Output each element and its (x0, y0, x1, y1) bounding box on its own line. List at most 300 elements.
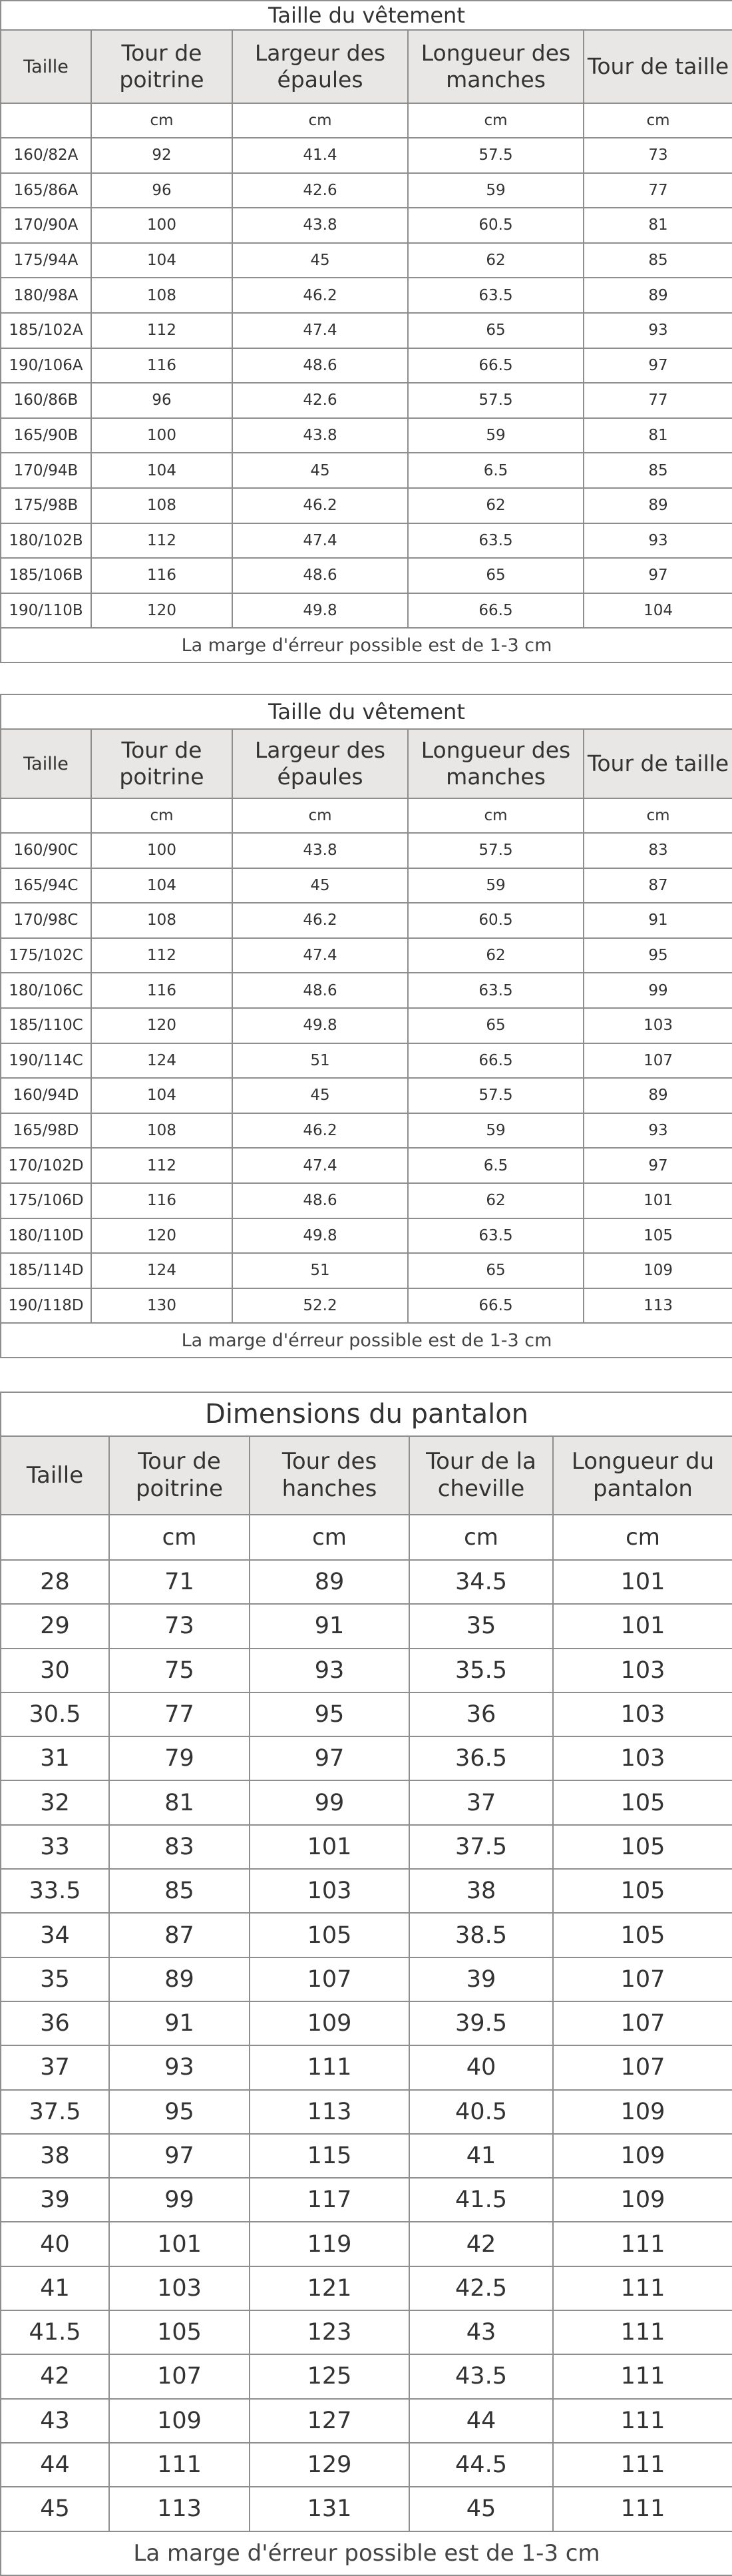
measure-cell: 43.8 (232, 208, 408, 243)
measure-cell: 117 (250, 2178, 409, 2222)
size-cell: 165/86A (1, 173, 91, 208)
measure-cell: 81 (584, 208, 732, 243)
measure-cell: 59 (408, 1113, 584, 1149)
measure-cell: 93 (250, 1649, 409, 1692)
measure-cell: 66.5 (408, 348, 584, 384)
measure-cell: 116 (91, 1183, 232, 1218)
measure-cell: 45 (232, 243, 408, 278)
header-hips: Tour des hanches (250, 1436, 409, 1515)
size-cell: 43 (1, 2399, 109, 2443)
measure-cell: 57.5 (408, 138, 584, 173)
size-cell: 165/94C (1, 868, 91, 903)
measure-cell: 112 (91, 523, 232, 559)
table-row (1, 1825, 732, 1869)
measure-cell: 83 (109, 1825, 250, 1869)
measure-cell: 77 (109, 1692, 250, 1736)
measure-cell: 108 (91, 488, 232, 523)
table-row (1, 1218, 732, 1254)
size-cell: 42 (1, 2354, 109, 2398)
measure-cell: 101 (553, 1560, 732, 1604)
measure-cell: 47.4 (232, 313, 408, 348)
measure-cell: 65 (408, 1253, 584, 1288)
unit-cell (1, 798, 91, 833)
measure-cell: 103 (553, 1692, 732, 1736)
measure-cell: 77 (584, 173, 732, 208)
measure-cell: 37 (409, 1780, 553, 1824)
measure-cell: 105 (250, 1913, 409, 1957)
measure-cell: 97 (584, 348, 732, 384)
measure-cell: 100 (91, 833, 232, 868)
table-row (1, 208, 732, 243)
measure-cell: 47.4 (232, 938, 408, 973)
measure-cell: 48.6 (232, 558, 408, 593)
header-sleeve: Longueur des manches (408, 30, 584, 103)
table-row (1, 903, 732, 938)
measure-cell: 111 (553, 2443, 732, 2487)
measure-cell: 42.6 (232, 383, 408, 418)
size-cell: 180/106C (1, 973, 91, 1008)
measure-cell: 44 (409, 2399, 553, 2443)
measure-cell: 105 (553, 1825, 732, 1869)
header-waist: Tour de taille (584, 729, 732, 798)
measure-cell: 104 (91, 453, 232, 488)
table-row (1, 523, 732, 559)
size-cell: 31 (1, 1736, 109, 1780)
measure-cell: 103 (584, 1008, 732, 1043)
measure-cell: 59 (408, 418, 584, 453)
measure-cell: 100 (91, 418, 232, 453)
measure-cell: 116 (91, 973, 232, 1008)
header-shoulder: Largeur des épaules (232, 729, 408, 798)
measure-cell: 107 (250, 1957, 409, 2001)
measure-cell: 103 (553, 1649, 732, 1692)
size-cell: 37 (1, 2045, 109, 2089)
measure-cell: 101 (250, 1825, 409, 1869)
measure-cell: 103 (109, 2266, 250, 2310)
unit-cell: cm (409, 1515, 553, 1560)
measure-cell: 93 (109, 2045, 250, 2089)
table-row (1, 243, 732, 278)
measure-cell: 100 (91, 208, 232, 243)
measure-cell: 85 (109, 1869, 250, 1913)
table-row (1, 2310, 732, 2354)
measure-cell: 36 (409, 1692, 553, 1736)
measure-cell: 42.6 (232, 173, 408, 208)
table-footer-note: La marge d'érreur possible est de 1-3 cm (1, 2531, 732, 2575)
measure-cell: 111 (553, 2487, 732, 2531)
size-cell: 44 (1, 2443, 109, 2487)
table-row (1, 2443, 732, 2487)
measure-cell: 111 (109, 2443, 250, 2487)
header-chest: Tour de poitrine (109, 1436, 250, 1515)
table-row (1, 938, 732, 973)
measure-cell: 62 (408, 243, 584, 278)
table-row (1, 973, 732, 1008)
size-cell: 160/86B (1, 383, 91, 418)
table-row (1, 418, 732, 453)
measure-cell: 99 (584, 973, 732, 1008)
measure-cell: 95 (584, 938, 732, 973)
measure-cell: 45 (232, 868, 408, 903)
header-size: Taille (1, 1436, 109, 1515)
size-table-1 (0, 0, 732, 663)
table-title: Taille du vêtement (1, 1, 732, 30)
table-row (1, 1913, 732, 1957)
measure-cell: 113 (584, 1288, 732, 1324)
size-cell: 32 (1, 1780, 109, 1824)
measure-cell: 97 (109, 2134, 250, 2178)
measure-cell: 38.5 (409, 1913, 553, 1957)
size-cell: 160/90C (1, 833, 91, 868)
measure-cell: 73 (584, 138, 732, 173)
measure-cell: 37.5 (409, 1825, 553, 1869)
table-row (1, 1008, 732, 1043)
table-row (1, 173, 732, 208)
measure-cell: 43.5 (409, 2354, 553, 2398)
measure-cell: 93 (584, 523, 732, 559)
unit-cell: cm (91, 103, 232, 138)
measure-cell: 48.6 (232, 973, 408, 1008)
header-size: Taille (1, 30, 91, 103)
size-cell: 28 (1, 1560, 109, 1604)
measure-cell: 51 (232, 1253, 408, 1288)
table-row (1, 138, 732, 173)
measure-cell: 44.5 (409, 2443, 553, 2487)
table-row (1, 2001, 732, 2045)
measure-cell: 40.5 (409, 2090, 553, 2134)
size-table-2 (0, 694, 732, 1358)
unit-cell: cm (584, 103, 732, 138)
size-cell: 41 (1, 2266, 109, 2310)
measure-cell: 101 (584, 1183, 732, 1218)
table-row (1, 558, 732, 593)
measure-cell: 109 (553, 2178, 732, 2222)
measure-cell: 66.5 (408, 1043, 584, 1079)
measure-cell: 105 (553, 1780, 732, 1824)
unit-cell: cm (584, 798, 732, 833)
header-shoulder: Largeur des épaules (232, 30, 408, 103)
measure-cell: 63.5 (408, 973, 584, 1008)
table-row (1, 488, 732, 523)
measure-cell: 115 (250, 2134, 409, 2178)
measure-cell: 111 (553, 2266, 732, 2310)
size-cell: 40 (1, 2222, 109, 2266)
table-row (1, 593, 732, 629)
unit-cell: cm (250, 1515, 409, 1560)
measure-cell: 111 (553, 2354, 732, 2398)
size-cell: 180/98A (1, 278, 91, 313)
measure-cell: 89 (250, 1560, 409, 1604)
table-row (1, 2090, 732, 2134)
table-row (1, 1560, 732, 1604)
size-cell: 185/106B (1, 558, 91, 593)
measure-cell: 99 (250, 1780, 409, 1824)
table-row (1, 1869, 732, 1913)
table-row (1, 1780, 732, 1824)
measure-cell: 93 (584, 313, 732, 348)
table-row (1, 1043, 732, 1079)
measure-cell: 101 (553, 1604, 732, 1648)
measure-cell: 91 (250, 1604, 409, 1648)
measure-cell: 104 (91, 1078, 232, 1113)
measure-cell: 46.2 (232, 903, 408, 938)
size-cell: 190/118D (1, 1288, 91, 1324)
measure-cell: 83 (584, 833, 732, 868)
measure-cell: 46.2 (232, 278, 408, 313)
size-cell: 185/114D (1, 1253, 91, 1288)
measure-cell: 43.8 (232, 418, 408, 453)
size-cell: 36 (1, 2001, 109, 2045)
measure-cell: 99 (109, 2178, 250, 2222)
table-row (1, 2045, 732, 2089)
unit-cell (1, 1515, 109, 1560)
measure-cell: 47.4 (232, 523, 408, 559)
measure-cell: 89 (584, 1078, 732, 1113)
measure-cell: 113 (250, 2090, 409, 2134)
measure-cell: 109 (553, 2090, 732, 2134)
measure-cell: 107 (584, 1043, 732, 1079)
size-cell: 165/90B (1, 418, 91, 453)
measure-cell: 92 (91, 138, 232, 173)
measure-cell: 57.5 (408, 383, 584, 418)
measure-cell: 40 (409, 2045, 553, 2089)
unit-cell: cm (91, 798, 232, 833)
table-row (1, 313, 732, 348)
measure-cell: 45 (232, 453, 408, 488)
measure-cell: 62 (408, 488, 584, 523)
table-row (1, 2178, 732, 2222)
measure-cell: 93 (584, 1113, 732, 1149)
measure-cell: 109 (109, 2399, 250, 2443)
table-row (1, 1253, 732, 1288)
size-cell: 34 (1, 1913, 109, 1957)
size-cell: 30 (1, 1649, 109, 1692)
table-row (1, 1649, 732, 1692)
measure-cell: 42.5 (409, 2266, 553, 2310)
table-row (1, 1148, 732, 1183)
measure-cell: 57.5 (408, 833, 584, 868)
measure-cell: 129 (250, 2443, 409, 2487)
size-cell: 39 (1, 2178, 109, 2222)
measure-cell: 121 (250, 2266, 409, 2310)
measure-cell: 111 (553, 2310, 732, 2354)
measure-cell: 107 (109, 2354, 250, 2398)
measure-cell: 35 (409, 1604, 553, 1648)
measure-cell: 101 (109, 2222, 250, 2266)
measure-cell: 119 (250, 2222, 409, 2266)
size-cell: 185/102A (1, 313, 91, 348)
measure-cell: 123 (250, 2310, 409, 2354)
measure-cell: 41 (409, 2134, 553, 2178)
table-title: Taille du vêtement (1, 694, 732, 729)
measure-cell: 105 (553, 1869, 732, 1913)
measure-cell: 112 (91, 313, 232, 348)
measure-cell: 46.2 (232, 488, 408, 523)
size-cell: 33.5 (1, 1869, 109, 1913)
measure-cell: 71 (109, 1560, 250, 1604)
measure-cell: 89 (584, 488, 732, 523)
measure-cell: 105 (109, 2310, 250, 2354)
table-row (1, 1113, 732, 1149)
measure-cell: 43.8 (232, 833, 408, 868)
measure-cell: 66.5 (408, 1288, 584, 1324)
table-row (1, 2134, 732, 2178)
measure-cell: 124 (91, 1043, 232, 1079)
measure-cell: 105 (553, 1913, 732, 1957)
table-row (1, 1957, 732, 2001)
size-cell: 37.5 (1, 2090, 109, 2134)
measure-cell: 46.2 (232, 1113, 408, 1149)
table-row (1, 1183, 732, 1218)
header-chest: Tour de poitrine (91, 30, 232, 103)
measure-cell: 104 (91, 868, 232, 903)
unit-cell (1, 103, 91, 138)
measure-cell: 41.4 (232, 138, 408, 173)
measure-cell: 62 (408, 938, 584, 973)
size-cell: 45 (1, 2487, 109, 2531)
size-cell: 180/110D (1, 1218, 91, 1254)
table-row (1, 868, 732, 903)
measure-cell: 130 (91, 1288, 232, 1324)
measure-cell: 116 (91, 558, 232, 593)
table-title: Dimensions du pantalon (1, 1392, 732, 1436)
measure-cell: 65 (408, 313, 584, 348)
measure-cell: 103 (553, 1736, 732, 1780)
measure-cell: 75 (109, 1649, 250, 1692)
measure-cell: 107 (553, 1957, 732, 2001)
measure-cell: 91 (584, 903, 732, 938)
measure-cell: 107 (553, 2045, 732, 2089)
measure-cell: 60.5 (408, 208, 584, 243)
measure-cell: 45 (409, 2487, 553, 2531)
unit-cell: cm (408, 103, 584, 138)
size-cell: 33 (1, 1825, 109, 1869)
size-cell: 190/114C (1, 1043, 91, 1079)
measure-cell: 120 (91, 1218, 232, 1254)
measure-cell: 65 (408, 1008, 584, 1043)
measure-cell: 66.5 (408, 593, 584, 629)
measure-cell: 81 (584, 418, 732, 453)
table-row (1, 383, 732, 418)
size-cell: 175/98B (1, 488, 91, 523)
measure-cell: 112 (91, 1148, 232, 1183)
measure-cell: 109 (250, 2001, 409, 2045)
size-cell: 170/94B (1, 453, 91, 488)
measure-cell: 47.4 (232, 1148, 408, 1183)
table-row (1, 2399, 732, 2443)
measure-cell: 127 (250, 2399, 409, 2443)
measure-cell: 109 (584, 1253, 732, 1288)
size-cell: 160/82A (1, 138, 91, 173)
table-row (1, 2266, 732, 2310)
measure-cell: 42 (409, 2222, 553, 2266)
measure-cell: 89 (109, 1957, 250, 2001)
size-cell: 170/102D (1, 1148, 91, 1183)
measure-cell: 51 (232, 1043, 408, 1079)
measure-cell: 52.2 (232, 1288, 408, 1324)
measure-cell: 79 (109, 1736, 250, 1780)
table-row (1, 1692, 732, 1736)
measure-cell: 111 (250, 2045, 409, 2089)
measure-cell: 36.5 (409, 1736, 553, 1780)
header-chest: Tour de poitrine (91, 729, 232, 798)
measure-cell: 97 (584, 558, 732, 593)
table-row (1, 1078, 732, 1113)
unit-cell: cm (232, 798, 408, 833)
measure-cell: 49.8 (232, 1008, 408, 1043)
measure-cell: 124 (91, 1253, 232, 1288)
measure-cell: 48.6 (232, 348, 408, 384)
measure-cell: 73 (109, 1604, 250, 1648)
measure-cell: 113 (109, 2487, 250, 2531)
unit-cell: cm (408, 798, 584, 833)
size-cell: 41.5 (1, 2310, 109, 2354)
measure-cell: 81 (109, 1780, 250, 1824)
measure-cell: 49.8 (232, 1218, 408, 1254)
size-cell: 175/94A (1, 243, 91, 278)
measure-cell: 43 (409, 2310, 553, 2354)
measure-cell: 41.5 (409, 2178, 553, 2222)
measure-cell: 96 (91, 173, 232, 208)
table-row (1, 2487, 732, 2531)
measure-cell: 48.6 (232, 1183, 408, 1218)
measure-cell: 108 (91, 1113, 232, 1149)
header-waist: Tour de taille (584, 30, 732, 103)
unit-cell: cm (553, 1515, 732, 1560)
size-cell: 175/106D (1, 1183, 91, 1218)
measure-cell: 125 (250, 2354, 409, 2398)
size-cell: 170/98C (1, 903, 91, 938)
measure-cell: 95 (250, 1692, 409, 1736)
size-cell: 38 (1, 2134, 109, 2178)
measure-cell: 85 (584, 243, 732, 278)
measure-cell: 63.5 (408, 1218, 584, 1254)
size-cell: 170/90A (1, 208, 91, 243)
measure-cell: 63.5 (408, 523, 584, 559)
measure-cell: 116 (91, 348, 232, 384)
table-row (1, 1736, 732, 1780)
size-cell: 190/106A (1, 348, 91, 384)
measure-cell: 87 (109, 1913, 250, 1957)
measure-cell: 112 (91, 938, 232, 973)
table-row (1, 833, 732, 868)
measure-cell: 95 (109, 2090, 250, 2134)
measure-cell: 87 (584, 868, 732, 903)
measure-cell: 49.8 (232, 593, 408, 629)
measure-cell: 39.5 (409, 2001, 553, 2045)
table-row (1, 1604, 732, 1648)
measure-cell: 77 (584, 383, 732, 418)
measure-cell: 111 (553, 2399, 732, 2443)
measure-cell: 62 (408, 1183, 584, 1218)
measure-cell: 39 (409, 1957, 553, 2001)
measure-cell: 120 (91, 593, 232, 629)
measure-cell: 97 (584, 1148, 732, 1183)
pants-table (0, 1392, 732, 2576)
measure-cell: 85 (584, 453, 732, 488)
measure-cell: 108 (91, 903, 232, 938)
header-ankle: Tour de la cheville (409, 1436, 553, 1515)
size-cell: 190/110B (1, 593, 91, 629)
measure-cell: 104 (584, 593, 732, 629)
size-cell: 175/102C (1, 938, 91, 973)
size-cell: 30.5 (1, 1692, 109, 1736)
measure-cell: 108 (91, 278, 232, 313)
header-pants-length: Longueur du pantalon (553, 1436, 732, 1515)
table-row (1, 1288, 732, 1324)
size-cell: 29 (1, 1604, 109, 1648)
measure-cell: 91 (109, 2001, 250, 2045)
